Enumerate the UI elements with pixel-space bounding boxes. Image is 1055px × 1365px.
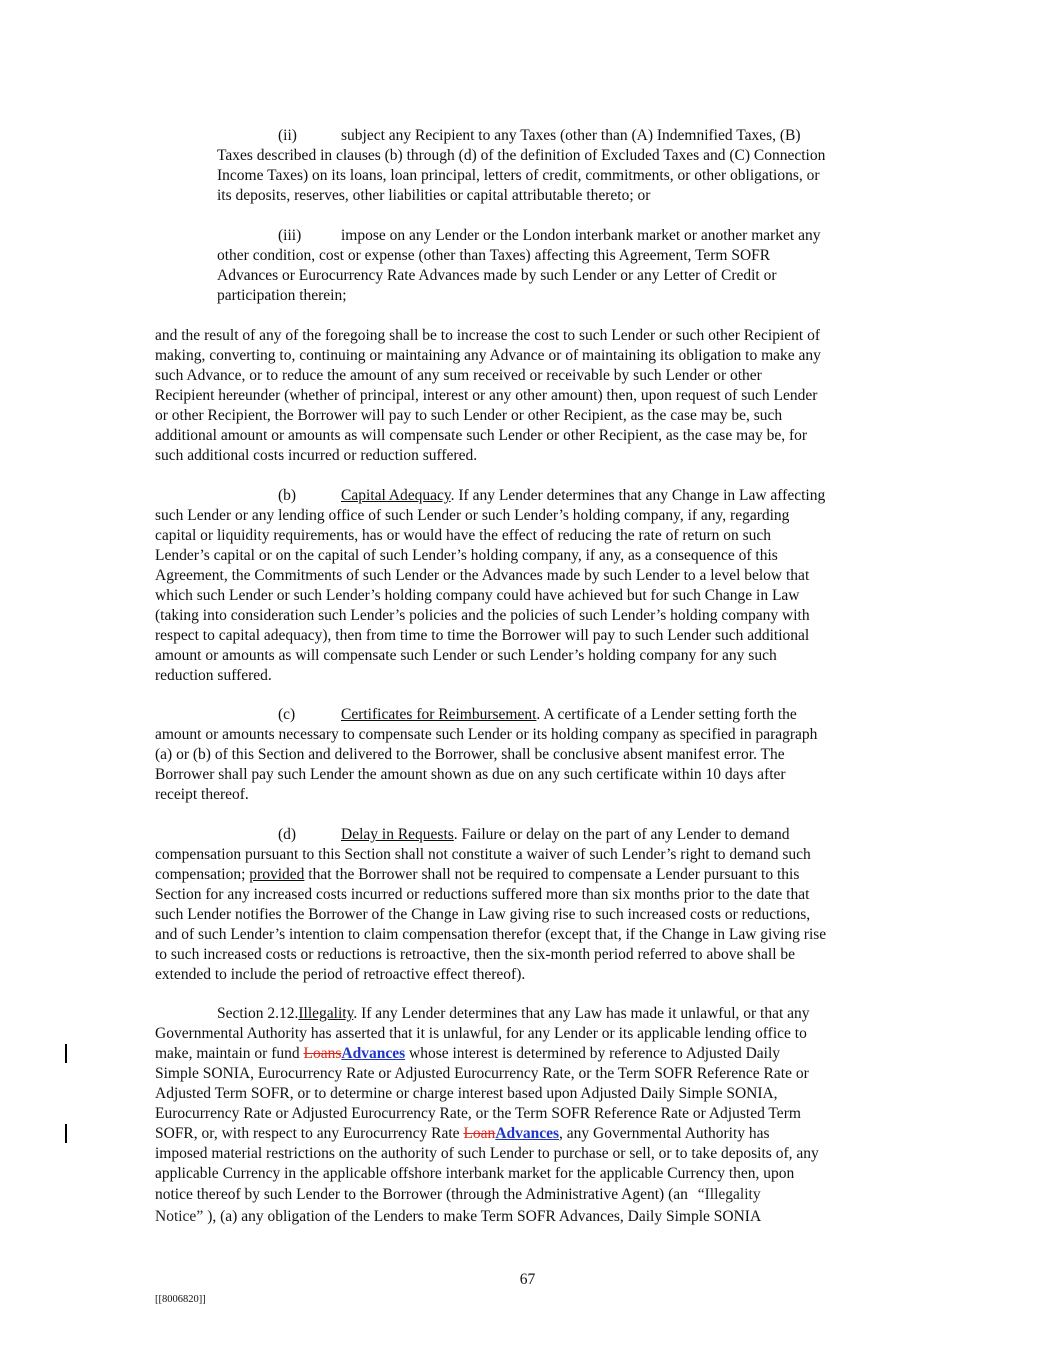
paragraph-b-capital-adequacy [155,486,825,686]
page-number: 67 [519,1271,536,1288]
illegality-notice-term-start: “Illegality [697,1186,761,1203]
paragraph-b-line: Lender’s capital or on the capital of such Lender’s holding company, if any, as a consequence of this [155,547,778,564]
result-line: Recipient hereunder (whether of principal, interest or any other amount) then, upon request of such Lender [155,387,818,404]
section-2-12-illegality [155,1004,819,1228]
paragraph-d-line3-pre: compensation; [155,866,250,883]
clause-iii [217,226,820,306]
section-line7-pre: SOFR, or, with respect to any Eurocurrency Rate [155,1125,464,1142]
change-bar [65,1124,67,1143]
result-line: making, converting to, continuing or maintaining any Advance or of maintaining its obligation to make any [155,347,821,364]
paragraph-d-line: to such increased costs or reductions is retroactive, then the six-month period referred to above shall be [155,946,796,963]
section-number: Section 2.12. [217,1005,299,1022]
section-first-line: . If any Lender determines that any Law has made it unlawful, or that any [353,1005,810,1022]
section-line11-post: ), (a) any obligation of the Lenders to make Term SOFR Advances, Daily Simple SONIA [207,1208,762,1225]
paragraph-b-number: (b) [278,487,297,504]
paragraph-b-line: amount or amounts as will compensate such Lender or such Lender’s holding company for any such [155,647,777,664]
clause-iii-line: other condition, cost or expense (other than Taxes) affecting this Agreement, Term SOFR [217,247,771,264]
inserted-text: Advances [495,1125,560,1142]
result-line: or other Recipient, the Borrower will pay to such Lender or other Recipient, as the case may be, such [155,407,783,424]
clause-ii-line: Income Taxes) on its loans, loan principal, letters of credit, commitments, or other obligations, or [217,167,820,184]
paragraph-b-first-line: . If any Lender determines that any Change in Law affecting [450,487,826,504]
clause-ii-line: its deposits, reserves, other liabilities or capital attributable thereto; or [217,187,651,204]
paragraph-c-number: (c) [278,706,296,723]
clause-ii-number: (ii) [278,127,297,144]
paragraph-b-line: which such Lender or such Lender’s holding company could have achieved but for such Change in Law [155,587,800,604]
paragraph-b-line: capital or liquidity requirements, has or would have the effect of reducing the rate of return on such [155,527,772,544]
section-line: applicable Currency in the applicable offshore interbank market for the applicable Currency then, upon [155,1165,795,1182]
result-paragraph [155,326,821,466]
paragraph-d-first-line: . Failure or delay on the part of any Lender to demand [453,826,790,843]
paragraph-c-heading: Certificates for Reimbursement [341,706,537,723]
section-line: Governmental Authority has asserted that it is unlawful, for any Lender or its applicable lending office to [155,1025,807,1042]
paragraph-d-line: such Lender notifies the Borrower of the Change in Law giving rise to such increased costs or reductions, [155,906,811,923]
paragraph-d-line: extended to include the period of retroactive effect thereof). [155,966,526,983]
inserted-text: Advances [341,1045,406,1062]
illegality-notice-term-end: Notice” [155,1208,204,1225]
paragraph-c-line: (a) or (b) of this Section and delivered to the Borrower, shall be conclusive absent manifest error. The [155,746,785,763]
paragraph-c-line: amount or amounts necessary to compensate such Lender or its holding company as specified in paragraph [155,726,818,743]
paragraph-d-line: Section for any increased costs incurred or reductions suffered more than six months prior to the date that [155,886,810,903]
paragraph-b-line: (taking into consideration such Lender’s policies and the policies of such Lender’s holding company with [155,607,810,624]
paragraph-b-line: Agreement, the Commitments of such Lender or the Advances made by such Lender to a level below that [155,567,810,584]
section-heading: Illegality [298,1005,354,1022]
deleted-text: Loans [303,1045,342,1062]
clause-ii-first-line: subject any Recipient to any Taxes (other than (A) Indemnified Taxes, (B) [341,127,801,144]
deleted-text: Loan [463,1125,496,1142]
paragraph-b-line: such Lender or any lending office of such Lender or such Lender’s holding company, if any, regarding [155,507,790,524]
change-bar [65,1044,67,1063]
paragraph-d-heading: Delay in Requests [341,826,454,843]
clause-iii-number: (iii) [278,227,302,244]
paragraph-c-line: Borrower shall pay such Lender the amount shown as due on any such certificate within 10 days after [155,766,786,783]
section-line3-post: whose interest is determined by reference to Adjusted Daily [405,1045,781,1062]
paragraph-d-delay [155,825,826,985]
paragraph-b-line: respect to capital adequacy), then from time to time the Borrower will pay to such Lender such additional [155,627,810,644]
result-line: additional amount or amounts as will compensate such Lender or other Recipient, as the case may be, for [155,427,808,444]
clause-ii [217,126,825,206]
section-line7-post: , any Governmental Authority has [559,1125,770,1142]
result-line: such Advance, or to reduce the amount of any sum received or receivable by such Lender or other [155,367,762,384]
paragraph-b-heading: Capital Adequacy [341,487,451,504]
clause-iii-line: participation therein; [217,287,347,304]
paragraph-d-number: (d) [278,826,297,843]
paragraph-d-line3-post: that the Borrower shall not be required to compensate a Lender pursuant to this [304,866,800,883]
section-line10-pre: notice thereof by such Lender to the Borrower (through the Administrative Agent) (an [155,1186,692,1203]
section-line3-pre: make, maintain or fund [155,1045,304,1062]
paragraph-c-first-line: . A certificate of a Lender setting forth the [536,706,797,723]
section-line: Simple SONIA, Eurocurrency Rate or Adjusted Eurocurrency Rate, or the Term SOFR Reference Rate or [155,1065,809,1082]
clause-iii-first-line: impose on any Lender or the London interbank market or another market any [341,227,821,244]
result-line: such additional costs incurred or reduction suffered. [155,447,478,464]
paragraph-c-certificates [155,705,817,805]
section-line: imposed material restrictions on the authority of such Lender to purchase or sell, or to take deposits of, any [155,1145,819,1162]
paragraph-d-line: compensation pursuant to this Section shall not constitute a waiver of such Lender’s right to demand such [155,846,811,863]
clause-iii-line: Advances or Eurocurrency Rate Advances made by such Lender or any Letter of Credit or [217,267,777,284]
provided-term: provided [249,866,305,883]
section-line: Adjusted Term SOFR, or to determine or charge interest based upon Adjusted Daily Simple SONIA, [155,1085,778,1102]
paragraph-d-line: and of such Lender’s intention to claim compensation therefor (except that, if the Change in Law giving rise [155,926,827,943]
result-line: and the result of any of the foregoing shall be to increase the cost to such Lender or such other Recipient of [155,327,820,344]
paragraph-b-line: reduction suffered. [155,667,272,684]
paragraph-c-line: receipt thereof. [155,786,249,803]
document-id: [[8006820]] [155,1294,206,1305]
section-line: Eurocurrency Rate or Adjusted Eurocurrency Rate, or the Term SOFR Reference Rate or Adjusted Term [155,1105,801,1122]
clause-ii-line: Taxes described in clauses (b) through (d) of the definition of Excluded Taxes and (C) Connection [217,147,826,164]
